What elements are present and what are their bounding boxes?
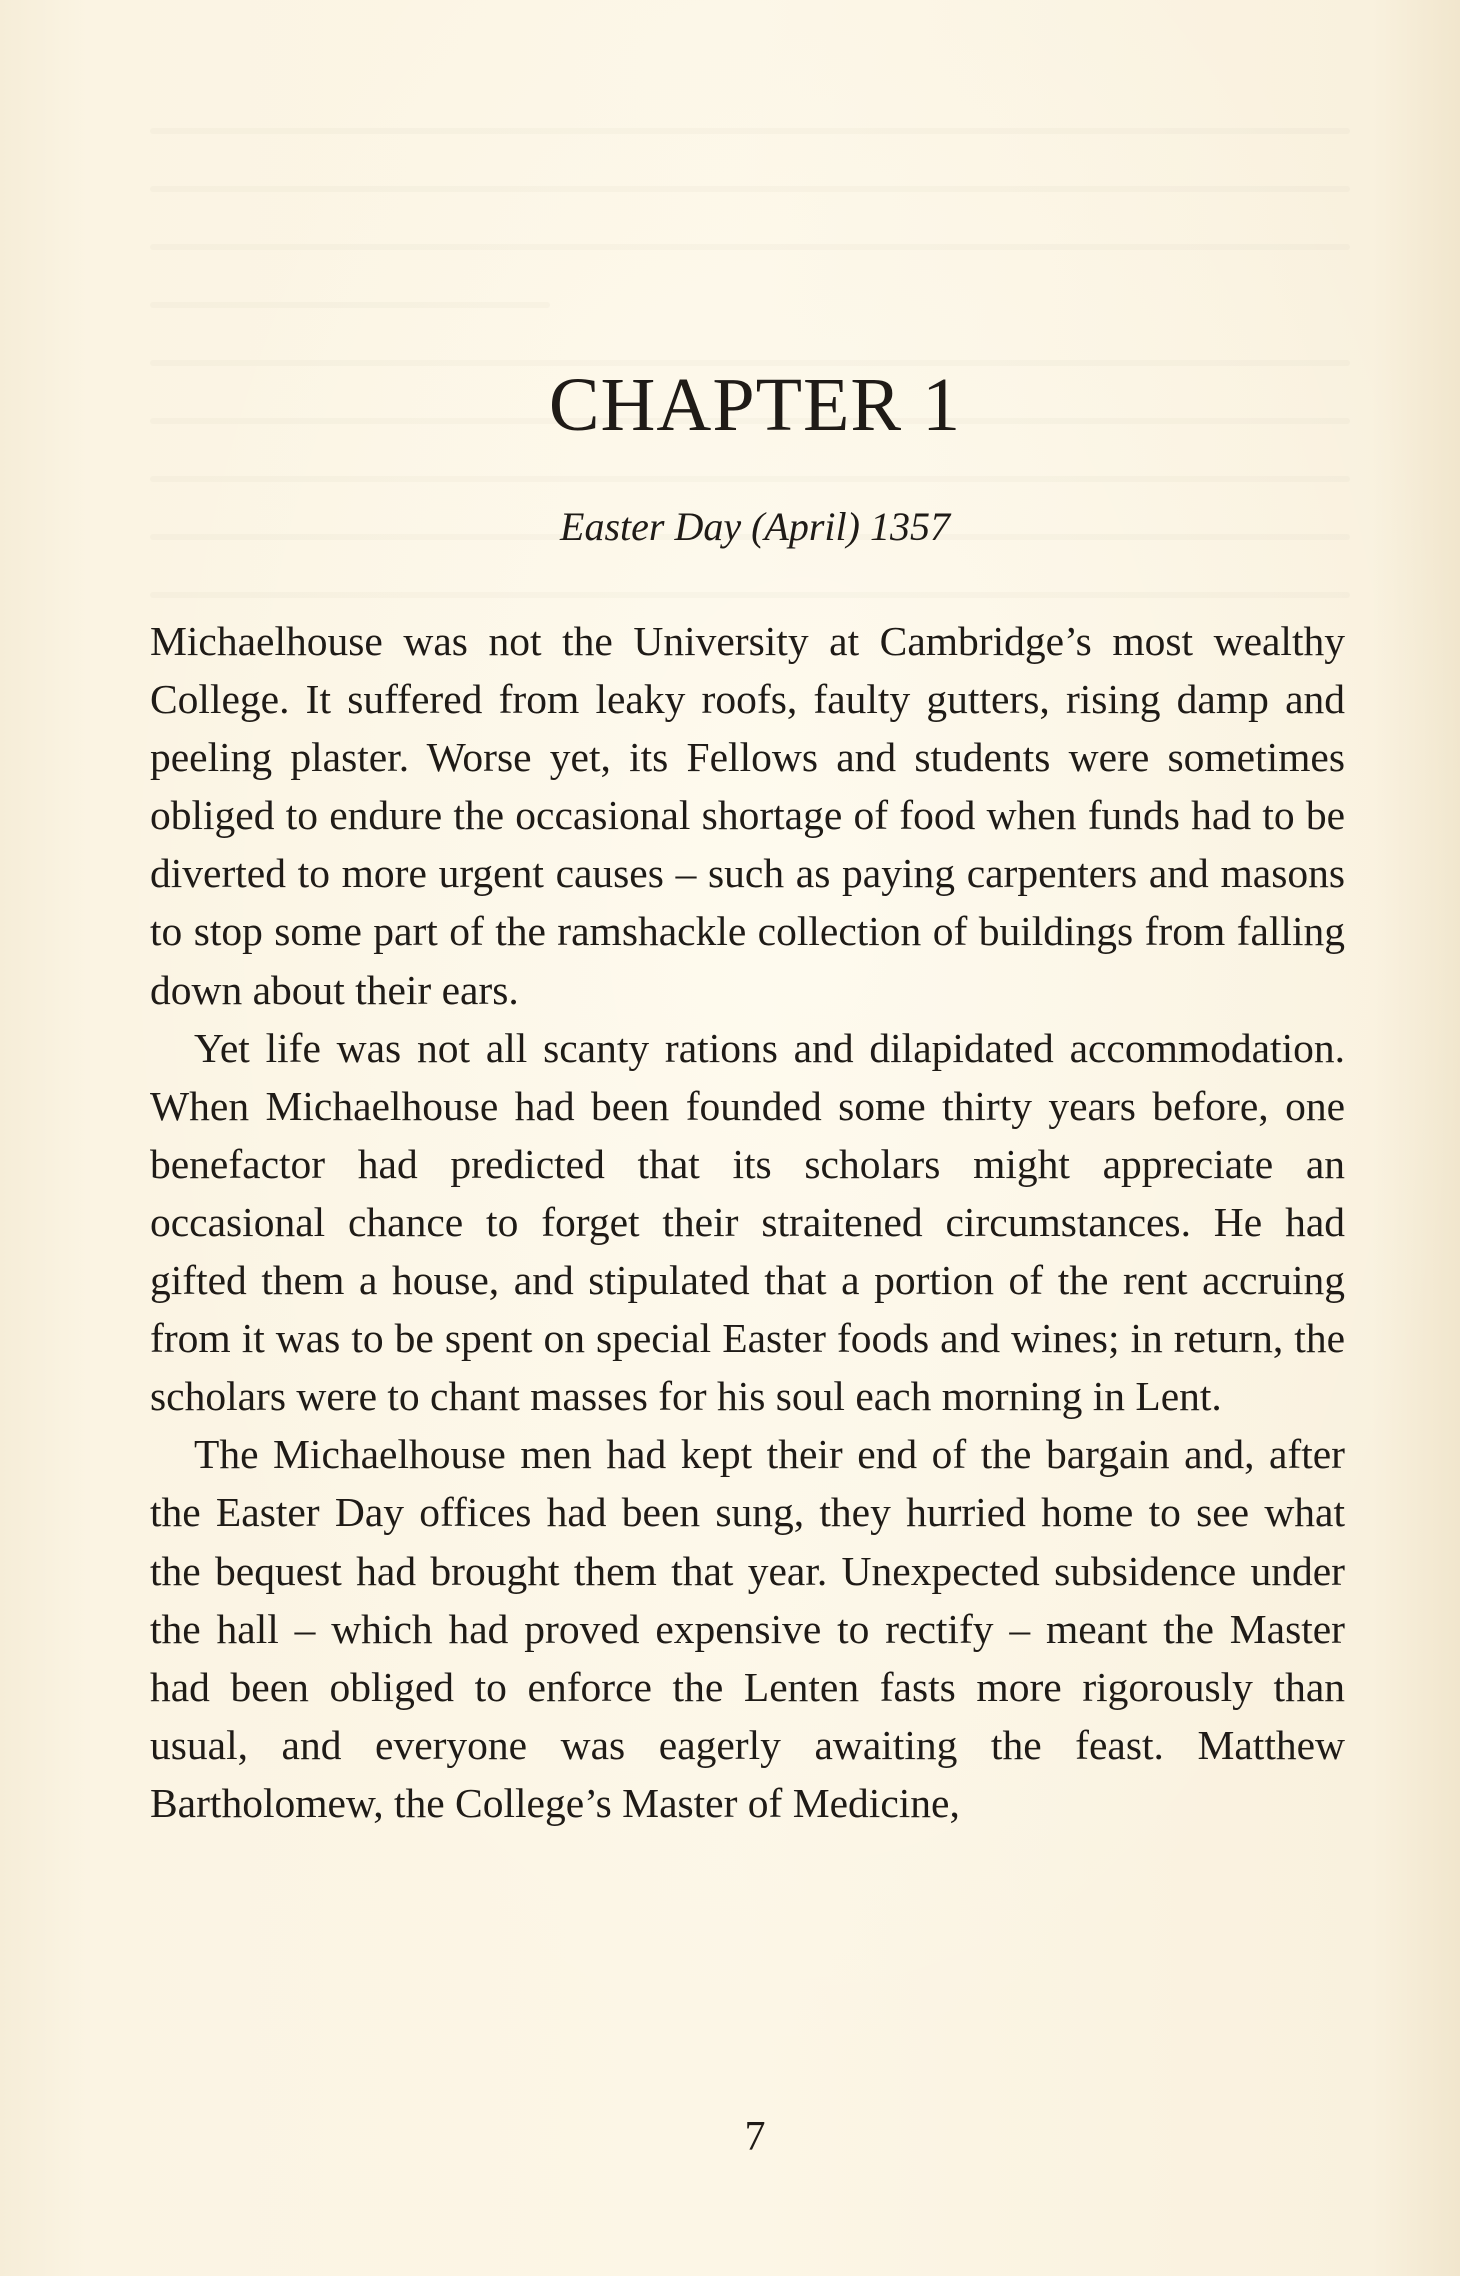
show-through-line [150,128,1350,134]
chapter-subtitle: Easter Day (April) 1357 [560,504,950,549]
show-through-line [150,476,1350,482]
chapter-body [150,612,1345,1832]
show-through-line [150,592,1350,598]
chapter-title: CHAPTER 1 [548,363,962,447]
show-through-line [150,302,550,308]
paragraph: Yet life was not all scanty rations and dilapidated accommodation. When Michaelhouse had been founded some thirty years before, one benefactor had predicted that its scholars might appreciate an occasional chance to forget their straitened circumstances. He had gifted them a house, and stipulated that a portion of the rent accruing from it was to be spent on special Easter foods and wines; in return, the scholars were to chant masses for his soul each morning in Lent. [150,1024,1345,1420]
show-through-line [150,244,1350,250]
show-through-line [150,186,1350,192]
paragraph: The Michaelhouse men had kept their end of the bargain and, after the Easter Day offices had been sung, they hurried home to see what the bequest had brought them that year. Unexpected subsidence under the hall – which had proved expensive to rectify – meant the Master had been obliged to enforce the Lenten fasts more rigorously than usual, and everyone was eagerly awaiting the feast. Matthew Bartholomew, the College’s Master of Medicine, [150,1431,1345,1826]
page-number: 7 [744,2114,766,2160]
paragraph: Michaelhouse was not the University at Cambridge’s most wealthy College. It suffered from leaky roofs, faulty gutters, rising damp and peeling plaster. Worse yet, its Fellows and students were sometimes obliged to endure the occasional shortage of food when funds had to be diverted to more urgent causes – such as paying carpenters and masons to stop some part of the ramshackle collection of buildings from falling down about their ears. [150,618,1345,1013]
